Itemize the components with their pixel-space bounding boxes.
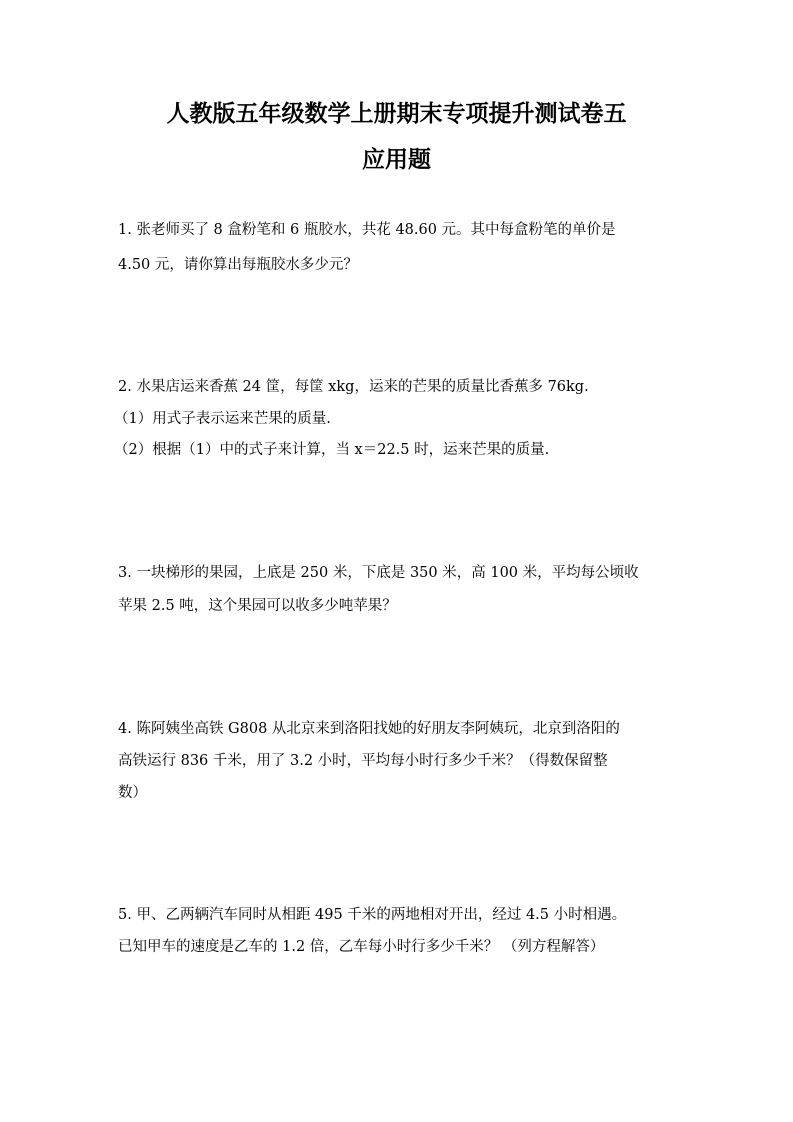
question-1-line-2: 4.50 元，请你算出每瓶胶水多少元？ — [118, 257, 358, 273]
question-2-part-2: （2）根据（1）中的式子来计算，当 x＝22.5 时，运来芒果的质量. — [114, 442, 550, 458]
document-title: 人教版五年级数学上册期末专项提升测试卷五 — [166, 100, 627, 127]
question-5-line-1: 5. 甲、乙两辆汽车同时从相距 495 千米的两地相对开出，经过 4.5 小时相遇。 — [118, 907, 627, 923]
question-2-part-1: （1）用式子表示运来芒果的质量. — [114, 411, 331, 427]
question-3-line-1: 3. 一块梯形的果园，上底是 250 米，下底是 350 米，高 100 米，平均每公顷收 — [118, 565, 639, 581]
document-subtitle: 应用题 — [362, 146, 431, 173]
question-4-line-2: 高铁运行 836 千米，用了 3.2 小时，平均每小时行多少千米？（得数保留整 — [118, 753, 608, 769]
question-2-line-1: 2. 水果店运来香蕉 24 筐，每筐 xkg，运来的芒果的质量比香蕉多 76kg. — [118, 379, 589, 395]
question-5-line-2: 已知甲车的速度是乙车的 1.2 倍，乙车每小时行多少千米？ （列方程解答） — [118, 939, 605, 955]
question-3-line-2: 苹果 2.5 吨，这个果园可以收多少吨苹果？ — [118, 598, 397, 614]
question-1-line-1: 1. 张老师买了 8 盒粉笔和 6 瓶胶水，共花 48.60 元。其中每盒粉笔的单价是 — [118, 222, 616, 238]
question-4-line-1: 4. 陈阿姨坐高铁 G808 从北京来到洛阳找她的好朋友李阿姨玩，北京到洛阳的 — [118, 721, 620, 737]
question-4-line-3: 数） — [118, 785, 147, 801]
